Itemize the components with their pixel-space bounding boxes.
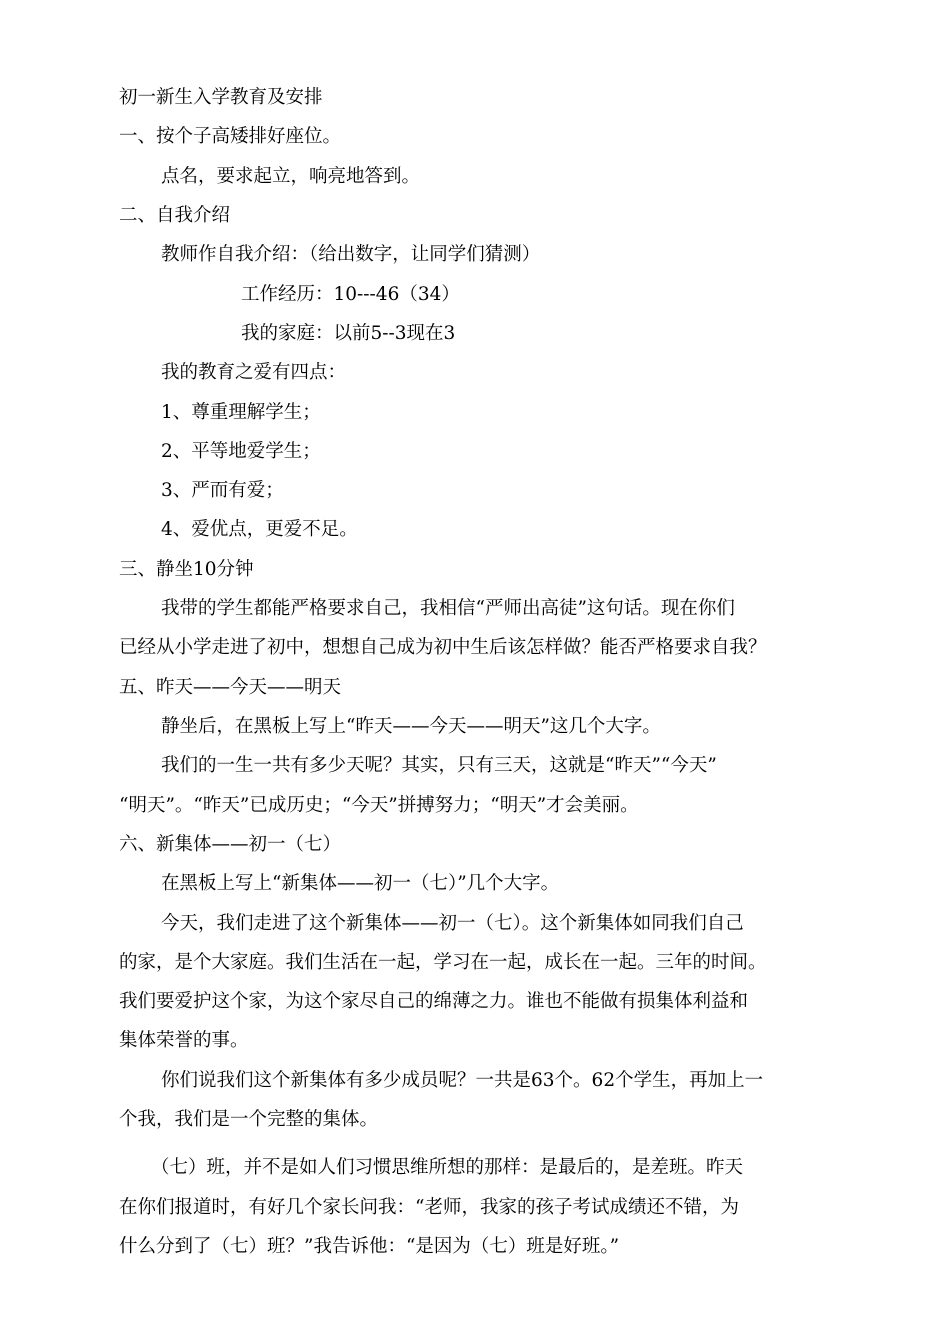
paragraph-line: 工作经历：10---46（34）: [241, 284, 460, 305]
paragraph-line: 教师作自我介绍：（给出数字，让同学们猜测）: [161, 244, 541, 265]
paragraph-line: 集体荣誉的事。: [119, 1030, 249, 1051]
section-heading: 五、昨天——今天——明天: [119, 677, 342, 698]
paragraph-line: 在黑板上写上“新集体——初一（七）”几个大字。: [161, 873, 560, 894]
paragraph-line: 我带的学生都能严格要求自己，我相信“严师出高徒”这句话。现在你们: [161, 598, 735, 619]
paragraph-line: 点名，要求起立，响亮地答到。: [161, 166, 421, 187]
paragraph-line: 在你们报道时，有好几个家长问我：“老师，我家的孩子考试成绩还不错，为: [119, 1197, 739, 1218]
paragraph-line: （七）班，并不是如人们习惯思维所想的那样：是最后的，是差班。昨天: [151, 1157, 744, 1178]
paragraph-line: 什么分到了（七）班？”我告诉他：“是因为（七）班是好班。”: [119, 1236, 620, 1257]
document-title: 初一新生入学教育及安排: [119, 87, 323, 108]
paragraph-line: “明天”。“昨天”已成历史；“今天”拼搏努力；“明天”才会美丽。: [119, 795, 639, 816]
list-item: 1、尊重理解学生；: [161, 402, 321, 423]
section-heading: 三、静坐10分钟: [119, 559, 254, 580]
paragraph-line: 你们说我们这个新集体有多少成员呢？一共是63个。62个学生，再加上一: [161, 1070, 764, 1091]
list-item: 3、严而有爱；: [161, 480, 284, 501]
paragraph-line: 今天，我们走进了这个新集体——初一（七）。这个新集体如同我们自己: [161, 913, 744, 934]
section-heading: 二、自我介绍: [119, 205, 231, 226]
section-heading: 一、按个子高矮排好座位。: [119, 126, 342, 147]
paragraph-line: 个我，我们是一个完整的集体。: [119, 1109, 379, 1130]
paragraph-line: 我的教育之爱有四点：: [161, 362, 347, 383]
list-item: 4、爱优点，更爱不足。: [161, 519, 358, 540]
paragraph-line: 我们的一生一共有多少天呢？其实，只有三天，这就是“昨天”“今天”: [161, 755, 717, 776]
paragraph-line: 我们要爱护这个家，为这个家尽自己的绵薄之力。谁也不能做有损集体利益和: [119, 991, 749, 1012]
paragraph-line: 静坐后，在黑板上写上“昨天——今天——明天”这几个大字。: [161, 716, 661, 737]
paragraph-line: 的家，是个大家庭。我们生活在一起，学习在一起，成长在一起。三年的时间。: [119, 952, 767, 973]
paragraph-line: 我的家庭：以前5--3现在3: [241, 323, 456, 344]
section-heading: 六、新集体——初一（七）: [119, 834, 342, 855]
list-item: 2、平等地爱学生；: [161, 441, 321, 462]
paragraph-line: 已经从小学走进了初中，想想自己成为初中生后该怎样做？能否严格要求自我？: [119, 637, 767, 658]
